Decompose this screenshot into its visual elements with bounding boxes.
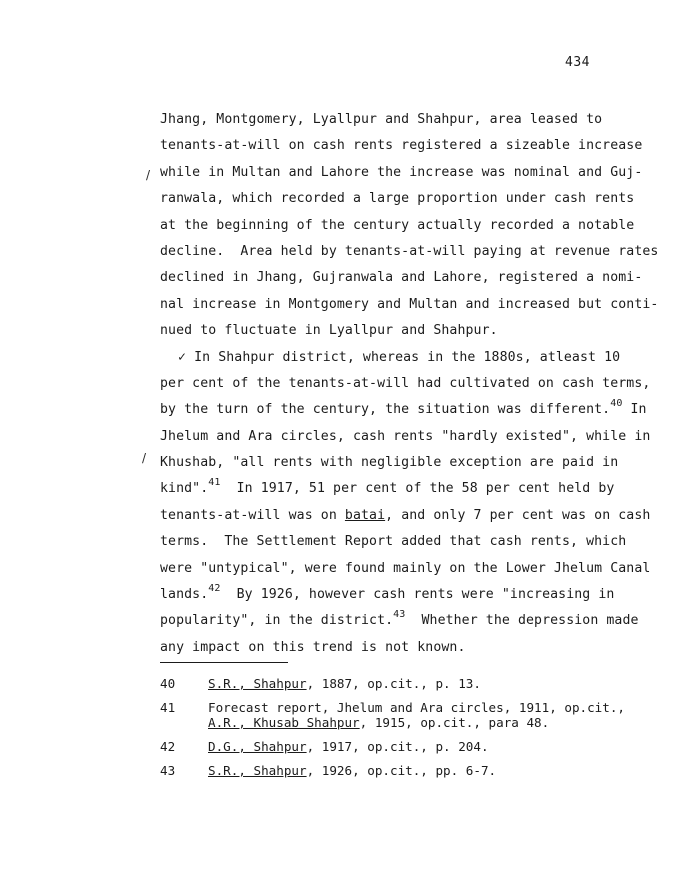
text-span: kind". [160,481,209,497]
body-text [160,107,660,661]
citation-title: D.G., Shahpur [208,739,307,754]
text-span: popularity", in the district. [160,613,394,629]
text-span: By 1926, however cash rents were "increasing in [220,587,615,603]
page-number: 434 [565,55,590,70]
footnote-ref: 40 [610,398,623,410]
text-span: Whether the depression made [405,613,639,629]
footnote-text [208,676,680,691]
text-line [160,503,660,529]
citation-detail: , 1915, op.cit., para 48. [359,715,550,730]
text-span: decline. Area held by tenants-at-will paying at revenue rates [160,243,659,259]
footnote [160,676,680,691]
text-span: ✓ In Shahpur district, whereas in the 1880s, atleast 10 [178,349,621,365]
text-span: per cent of the tenants-at-will had cultivated on cash terms, [160,375,651,391]
text-line [160,371,660,397]
text-line [160,424,660,450]
text-span: Khushab, "all rents with negligible exception are paid in [160,455,619,471]
text-line [160,239,660,265]
footnote-text [208,763,680,778]
text-line [160,213,660,239]
text-line [160,556,660,582]
footnote-text [208,700,680,730]
text-line [160,265,660,291]
citation-detail: Forecast report, Jhelum and Ara circles, 1911, op.cit., [208,700,626,715]
footnote-ref: 41 [208,477,221,489]
paragraph-start-line [160,345,660,371]
text-span: In [622,402,647,418]
citation-detail: , 1887, op.cit., p. 13. [306,676,481,691]
footnote [160,739,680,754]
text-span: were "untypical", were found mainly on the Lower Jhelum Canal [160,560,651,576]
footnote [160,763,680,778]
footnote [160,700,680,730]
text-line [160,160,660,186]
text-line [160,133,660,159]
footnote-number: 41 [160,700,176,715]
text-span: nal increase in Montgomery and Multan and increased but conti- [160,296,659,312]
footnote-number: 43 [160,763,176,778]
text-line [160,186,660,212]
footnote-divider [160,662,288,663]
citation-detail: , 1917, op.cit., p. 204. [306,739,489,754]
text-span: ranwala, which recorded a large proportion under cash rents [160,191,635,207]
margin-tick-mark: / [146,168,151,182]
footnote-ref: 42 [208,583,221,595]
footnote-ref: 43 [393,609,406,621]
margin-tick-mark: / [142,451,147,465]
footnote-text [208,739,680,754]
text-span: In 1917, 51 per cent of the 58 per cent held by [220,481,615,497]
text-line [160,476,660,502]
citation-detail: , 1926, op.cit., pp. 6-7. [306,763,497,778]
underlined-term: batai [344,507,386,523]
text-span: at the beginning of the century actually recorded a notable [160,217,635,233]
text-line [160,635,660,661]
text-span: while in Multan and Lahore the increase was nominal and Guj- [160,164,643,180]
text-span: declined in Jhang, Gujranwala and Lahore, registered a nomi- [160,270,643,286]
text-span: Jhang, Montgomery, Lyallpur and Shahpur, area leased to [160,112,603,127]
text-line [160,450,660,476]
citation-title: S.R., Shahpur [208,676,307,691]
text-line [160,582,660,608]
text-span: nued to fluctuate in Lyallpur and Shahpur. [160,323,498,339]
text-span: terms. The Settlement Report added that cash rents, which [160,534,627,550]
text-span: tenants-at-will on cash rents registered a sizeable increase [160,138,643,154]
text-line [160,107,660,133]
text-span: , and only 7 per cent was on cash [385,507,651,523]
text-line [160,318,660,344]
text-line [160,608,660,634]
footnote-number: 40 [160,676,176,691]
text-span: any impact on this trend is not known. [160,639,466,655]
text-span: Jhelum and Ara circles, cash rents "hardly existed", while in [160,428,651,444]
footnotes [160,676,680,787]
text-span: tenants-at-will was on [160,507,345,523]
text-span: by the turn of the century, the situation was different. [160,402,611,418]
text-line [160,529,660,555]
text-span: lands. [160,587,209,603]
footnote-number: 42 [160,739,176,754]
citation-title: S.R., Shahpur [208,763,307,778]
text-line [160,397,660,423]
citation-title: A.R., Khusab Shahpur [208,715,360,730]
text-line [160,292,660,318]
